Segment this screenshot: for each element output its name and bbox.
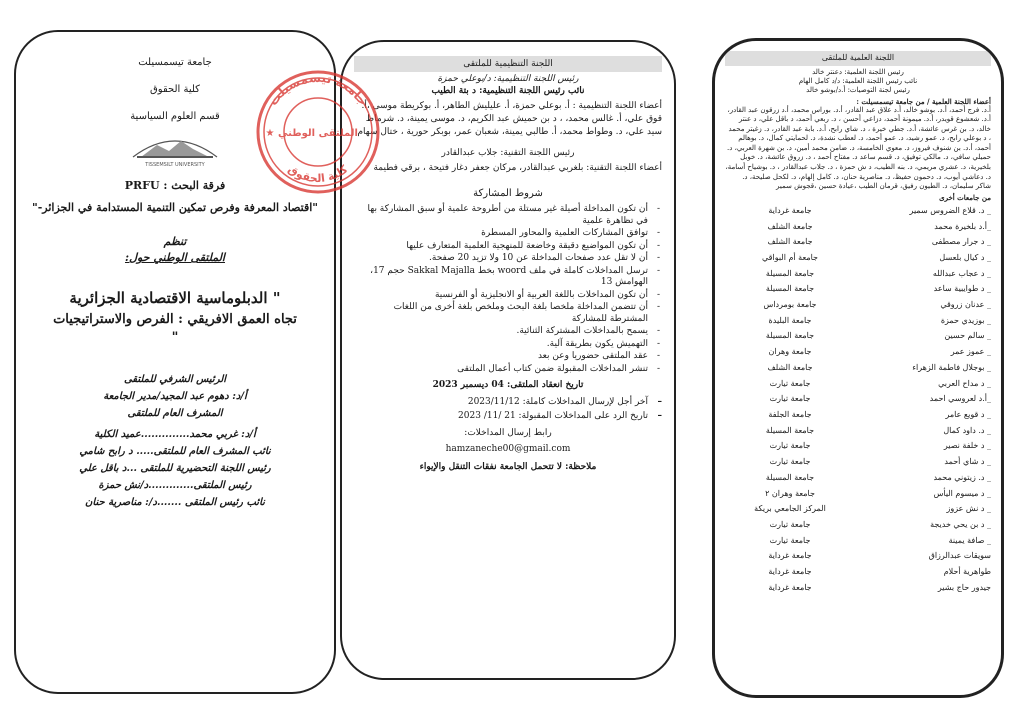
- sci-head: رئيس اللجنة العلمية: دعنتر خالد: [812, 67, 904, 76]
- university-name: جامعة تيسمسيلت: [138, 57, 212, 68]
- external-uni: جامعة البليدة: [768, 315, 812, 325]
- external-uni: جامعة أم البواقي: [762, 252, 818, 262]
- faculty-name: كلية الحقوق: [150, 84, 200, 95]
- organizes-label: تنظم: [163, 235, 187, 248]
- org-deputy: نائب رئيس اللجنة التنظيمية: د بتة الطيب: [431, 86, 585, 96]
- conditions-list: [354, 204, 662, 375]
- stamp-text-bottom: كلية الحقوق: [285, 162, 351, 186]
- external-member: _أ.د لعروسي احمد: [929, 394, 991, 404]
- org-committee-title: اللجنة التنظيمية للملتقى: [463, 59, 553, 69]
- external-member: _أ.د بلخيرة محمد: [934, 221, 991, 231]
- forum-president: رئيس الملتقى.............د/نش حمزة: [98, 480, 252, 491]
- external-member: _ د. زيتوني محمد: [933, 472, 991, 482]
- tech-head: رئيس اللجنة التقنية: جلاب عبدالقادر: [441, 148, 575, 158]
- external-member: _ عدنان زروقي: [940, 300, 991, 310]
- logo-caption: TISSEMSILT UNIVERSITY: [145, 162, 205, 168]
- condition-item: - ترسل المداخلات كاملة في ملف woord بخط Sakkal Majalla حجم 17، الهوامش 13: [354, 266, 662, 289]
- external-uni: جامعة تيارت: [769, 535, 811, 545]
- external-member: _ د ميسوم اليأس: [933, 488, 991, 498]
- external-uni: جامعة غرداية: [768, 551, 812, 561]
- deputy-supervisor: نائب المشرف العام للملتقى..... د رابح شامي: [79, 446, 271, 457]
- national-forum-label: الملتقى الوطني حول:: [125, 251, 225, 264]
- external-member: طواهرية أحلام: [943, 567, 991, 577]
- department-name: قسم العلوم السياسية: [130, 111, 220, 122]
- external-member: _ عموز عمر: [950, 347, 991, 357]
- stamp-text-top: جامعة تيسمسيلت: [266, 70, 371, 109]
- submit-link-label: رابط إرسال المداخلات:: [464, 428, 552, 438]
- external-uni: جامعة المسيلة: [765, 268, 815, 278]
- external-member: _ صافة يمينة: [948, 535, 991, 545]
- external-member: _ بوجلال فاطمة الزهراء: [912, 362, 991, 372]
- external-member: _ بوزيدي حمزة: [940, 315, 991, 325]
- forum-vice-president: نائب رئيس الملتقى .......د/: مناصرية حنان: [85, 497, 265, 508]
- deadlines-list: [354, 395, 662, 423]
- external-uni: جامعة الشلف: [767, 237, 813, 247]
- external-uni: جامعة الشلف: [767, 221, 813, 231]
- other-unis-label: من جامعات أخرى: [939, 192, 991, 202]
- org-members: أعضاء اللجنة التنظيمية : أ. بوعلي حمزة، أ. عليليش الطاهر، أ. بوكريطة موسى ،أ. قوق علي، أ. غالس محمد، ، د بن حميش عبد الكريم، د. موسى يمينة، د. شرماط سيد علي، د. وطواط محمد، أ. طالبي يمينة، شعبان عمر، بوبكر حورية ، ختال سهام: [357, 101, 662, 137]
- forum-title-1: " الدبلوماسية الاقتصادية الجزائرية: [69, 289, 281, 307]
- external-uni: جامعة غرداية: [768, 205, 812, 215]
- external-members-table: [725, 203, 991, 596]
- conditions-title: شروط المشاركة: [473, 188, 543, 199]
- external-member: _ د جرار مصطفى: [931, 237, 991, 247]
- official-stamp: [252, 66, 384, 196]
- external-member: _ د شاي أحمد: [944, 457, 991, 467]
- external-uni: جامعة المسيلة: [765, 284, 815, 294]
- external-member: _ د طوايبية ساعد: [933, 284, 991, 294]
- external-uni: جامعة وهران: [768, 347, 812, 357]
- tech-members: أعضاء اللجنة التقنية: بلغربي عبدالقادر، مركان جعفر دغار فتيحة ، برقي فطيمة: [373, 163, 662, 173]
- sci-committee-title: اللجنة العلمية للملتقى: [821, 53, 895, 62]
- prep-committee-head: رئيس اللجنة التحضيرية للملتقى ...د باقل علي: [79, 463, 271, 474]
- forum-date: تاريخ انعقاد الملتقى: 04 ديسمبر 2023: [432, 380, 584, 390]
- condition-item: - تنشر المداخلات المقبولة ضمن كتاب أعمال الملتقى: [354, 364, 662, 376]
- university-logo: [127, 129, 223, 169]
- deadline-reply: – تاريخ الرد على المداخلات المقبولة: 21 /11/ 2023: [354, 409, 662, 423]
- org-head: رئيس اللجنة التنظيمية: د/بوعلي حمزة: [437, 74, 579, 84]
- condition-item: - أن تكون المواضيع دقيقة وخاضعة للمنهجية العلمية المتعارف عليها: [354, 241, 662, 253]
- members-text: أ.د. فرج أحمد، أ.د. بوشو خالد، أ.د علاق عبد القادر، أ.د. بوراس محمد، أ.د زرقون عبد القادر، أ.د. شعشوع قويدر، أ.د. ميمونة أحمد، دزاعي أحسن ، د. ربعي أحمد، د باقل علي، د عنتر خالد، د. بن غرس عائشة، أ.د. جطي خيرة ، د. شاي رابح، أ.د. بابة عبد القادر، د. زغيتر محمد ، د بوعلي رابح، د. عمو رشيد، د. عمو أحمد، د. لعطب نشدة، د. لحمايتي كمال، د. بوهالم أحمد، أ.د. بن شنوف فيروز، د. معوي الخامسة، د. ضامن محمد أمين، د. بن شهرة العربي، د. حميلي سافي، د. مالكي توفيق، د. قسم ساعد د. مفتاح أحمد ، د. زروق عائشة، د. خوبل بلخيرية، د. عشري مريمي، د. بنه الطيب، د ش حمزة ، د. جلاب عبدالقادر ، د. بوشياح أسامة، د. دعاشي أيوب، د. دحمون حفيظ، د. مناصرية حنان، د. كامل إلهام، د. لكحل صليحة، د. شاكر سليمان، د. الطيون رفيق، قرمان الطيب ،عيادة حسين ،قجوش سمير: [725, 105, 991, 191]
- contact-email[interactable]: hamzaneche00@gmail.com: [445, 444, 571, 454]
- research-team: فرقة البحث : PRFU: [124, 179, 226, 192]
- external-uni: المركز الجامعي بريكة: [754, 504, 826, 514]
- external-uni: جامعة تيارت: [769, 378, 811, 388]
- external-member: _ د بن يحي خديجة: [930, 519, 991, 529]
- external-uni: جامعة تيارت: [769, 394, 811, 404]
- general-supervisor: أ/د: غربي محمد..............عميد الكلية: [94, 429, 256, 440]
- scientific-panel: [712, 38, 1004, 698]
- general-supervisor-label: المشرف العام للملتقى: [127, 408, 223, 419]
- condition-item: - التهميش يكون بطريقة آلية.: [354, 339, 662, 351]
- external-member: _ د مداح العربي: [938, 378, 991, 388]
- external-uni: جامعة غرداية: [768, 567, 812, 577]
- honorary-president: أ/د: دهوم عبد المجيد/مدير الجامعة: [103, 391, 247, 402]
- external-member: _ د عجاب عبدالله: [932, 268, 991, 278]
- org-header: [354, 56, 662, 72]
- external-uni: جامعة المسيلة: [765, 331, 815, 341]
- condition-item: - توافق المشاركات العلمية والمحاور المسطرة: [354, 228, 662, 240]
- external-uni: جامعة تيارت: [769, 441, 811, 451]
- external-uni: جامعة وهران ٢: [765, 488, 815, 498]
- external-member: _ د خلفة نصير: [943, 441, 991, 451]
- external-member: _ د. قلاع الضروس سمير: [909, 205, 991, 215]
- recommendations-head: رئيس لجنة التوصيات: أ.د/بوشو خالد: [806, 85, 910, 94]
- external-uni: جامعة تيارت: [769, 519, 811, 529]
- project-title: "اقتصاد المعرفة وفرص تمكين التنمية المستدامة في الجزائر-": [31, 201, 319, 214]
- forum-title-3: ": [171, 330, 179, 345]
- condition-item: - أن تكون المداخلة أصيلة غير مستلة من أطروحة علمية أو سبق المشاركة بها في تظاهرة علمية: [354, 204, 662, 227]
- honorary-president-label: الرئيس الشرفي للملتقى: [123, 374, 227, 385]
- external-uni: جامعة بومرداس: [763, 300, 817, 310]
- external-member: _ د قويع عامر: [945, 409, 991, 419]
- external-uni: جامعة المسيلة: [765, 472, 815, 482]
- stamp-star-icon: ★: [265, 128, 275, 139]
- deadline-submit: – آخر أجل لإرسال المداخلات كاملة: 2023/11/12: [354, 395, 662, 409]
- external-member: _ د. داود كمال: [943, 425, 991, 435]
- organizing-panel: [340, 40, 676, 680]
- condition-item: - عقد الملتقى حضوريا وعن بعد: [354, 351, 662, 363]
- external-member: جيدور حاج بشير: [937, 582, 991, 592]
- condition-item: - يسمح بالمداخلات المشتركة الثنائية.: [354, 326, 662, 338]
- external-member: _ د نش عزوز: [946, 504, 991, 514]
- sci-deputy: نائب رئيس اللجنة العلمية: د/د كامل الهام: [798, 76, 918, 85]
- condition-item: - أن تتضمن المداخلة ملخصا بلغة البحث وملخص بلغة أخرى من اللغات المشترطة للمشاركة: [354, 302, 662, 325]
- forum-title-2: تجاه العمق الافريقي : الفرص والاستراتيجيات: [53, 312, 297, 327]
- sci-header: [725, 51, 991, 66]
- external-member: _ سالم حسين: [944, 331, 991, 341]
- external-uni: جامعة المسيلة: [765, 425, 815, 435]
- stamp-text-middle: الملتقى الوطني: [278, 128, 358, 139]
- external-uni: جامعة الشلف: [767, 362, 813, 372]
- note: ملاحظة: لا تتحمل الجامعة نفقات التنقل والإيواء: [419, 462, 597, 472]
- members-label: أعضاء اللجنة العلمية / من جامعة تيسمسيلت :: [856, 96, 991, 106]
- external-uni: جامعة تيارت: [769, 457, 811, 467]
- external-uni: جامعة غرداية: [768, 582, 812, 592]
- external-member: _ د كيال بلعسل: [939, 252, 991, 262]
- external-uni: جامعة الجلفة: [768, 409, 812, 419]
- condition-item: - أن لا تقل عدد صفحات المداخلة عن 10 ولا تزيد 20 صفحة.: [354, 253, 662, 265]
- condition-item: - أن تكون المداخلات باللغة العربية أو الانجليزية أو الفرنسية: [354, 290, 662, 302]
- external-member: سويقات عبدالرزاق: [928, 551, 991, 561]
